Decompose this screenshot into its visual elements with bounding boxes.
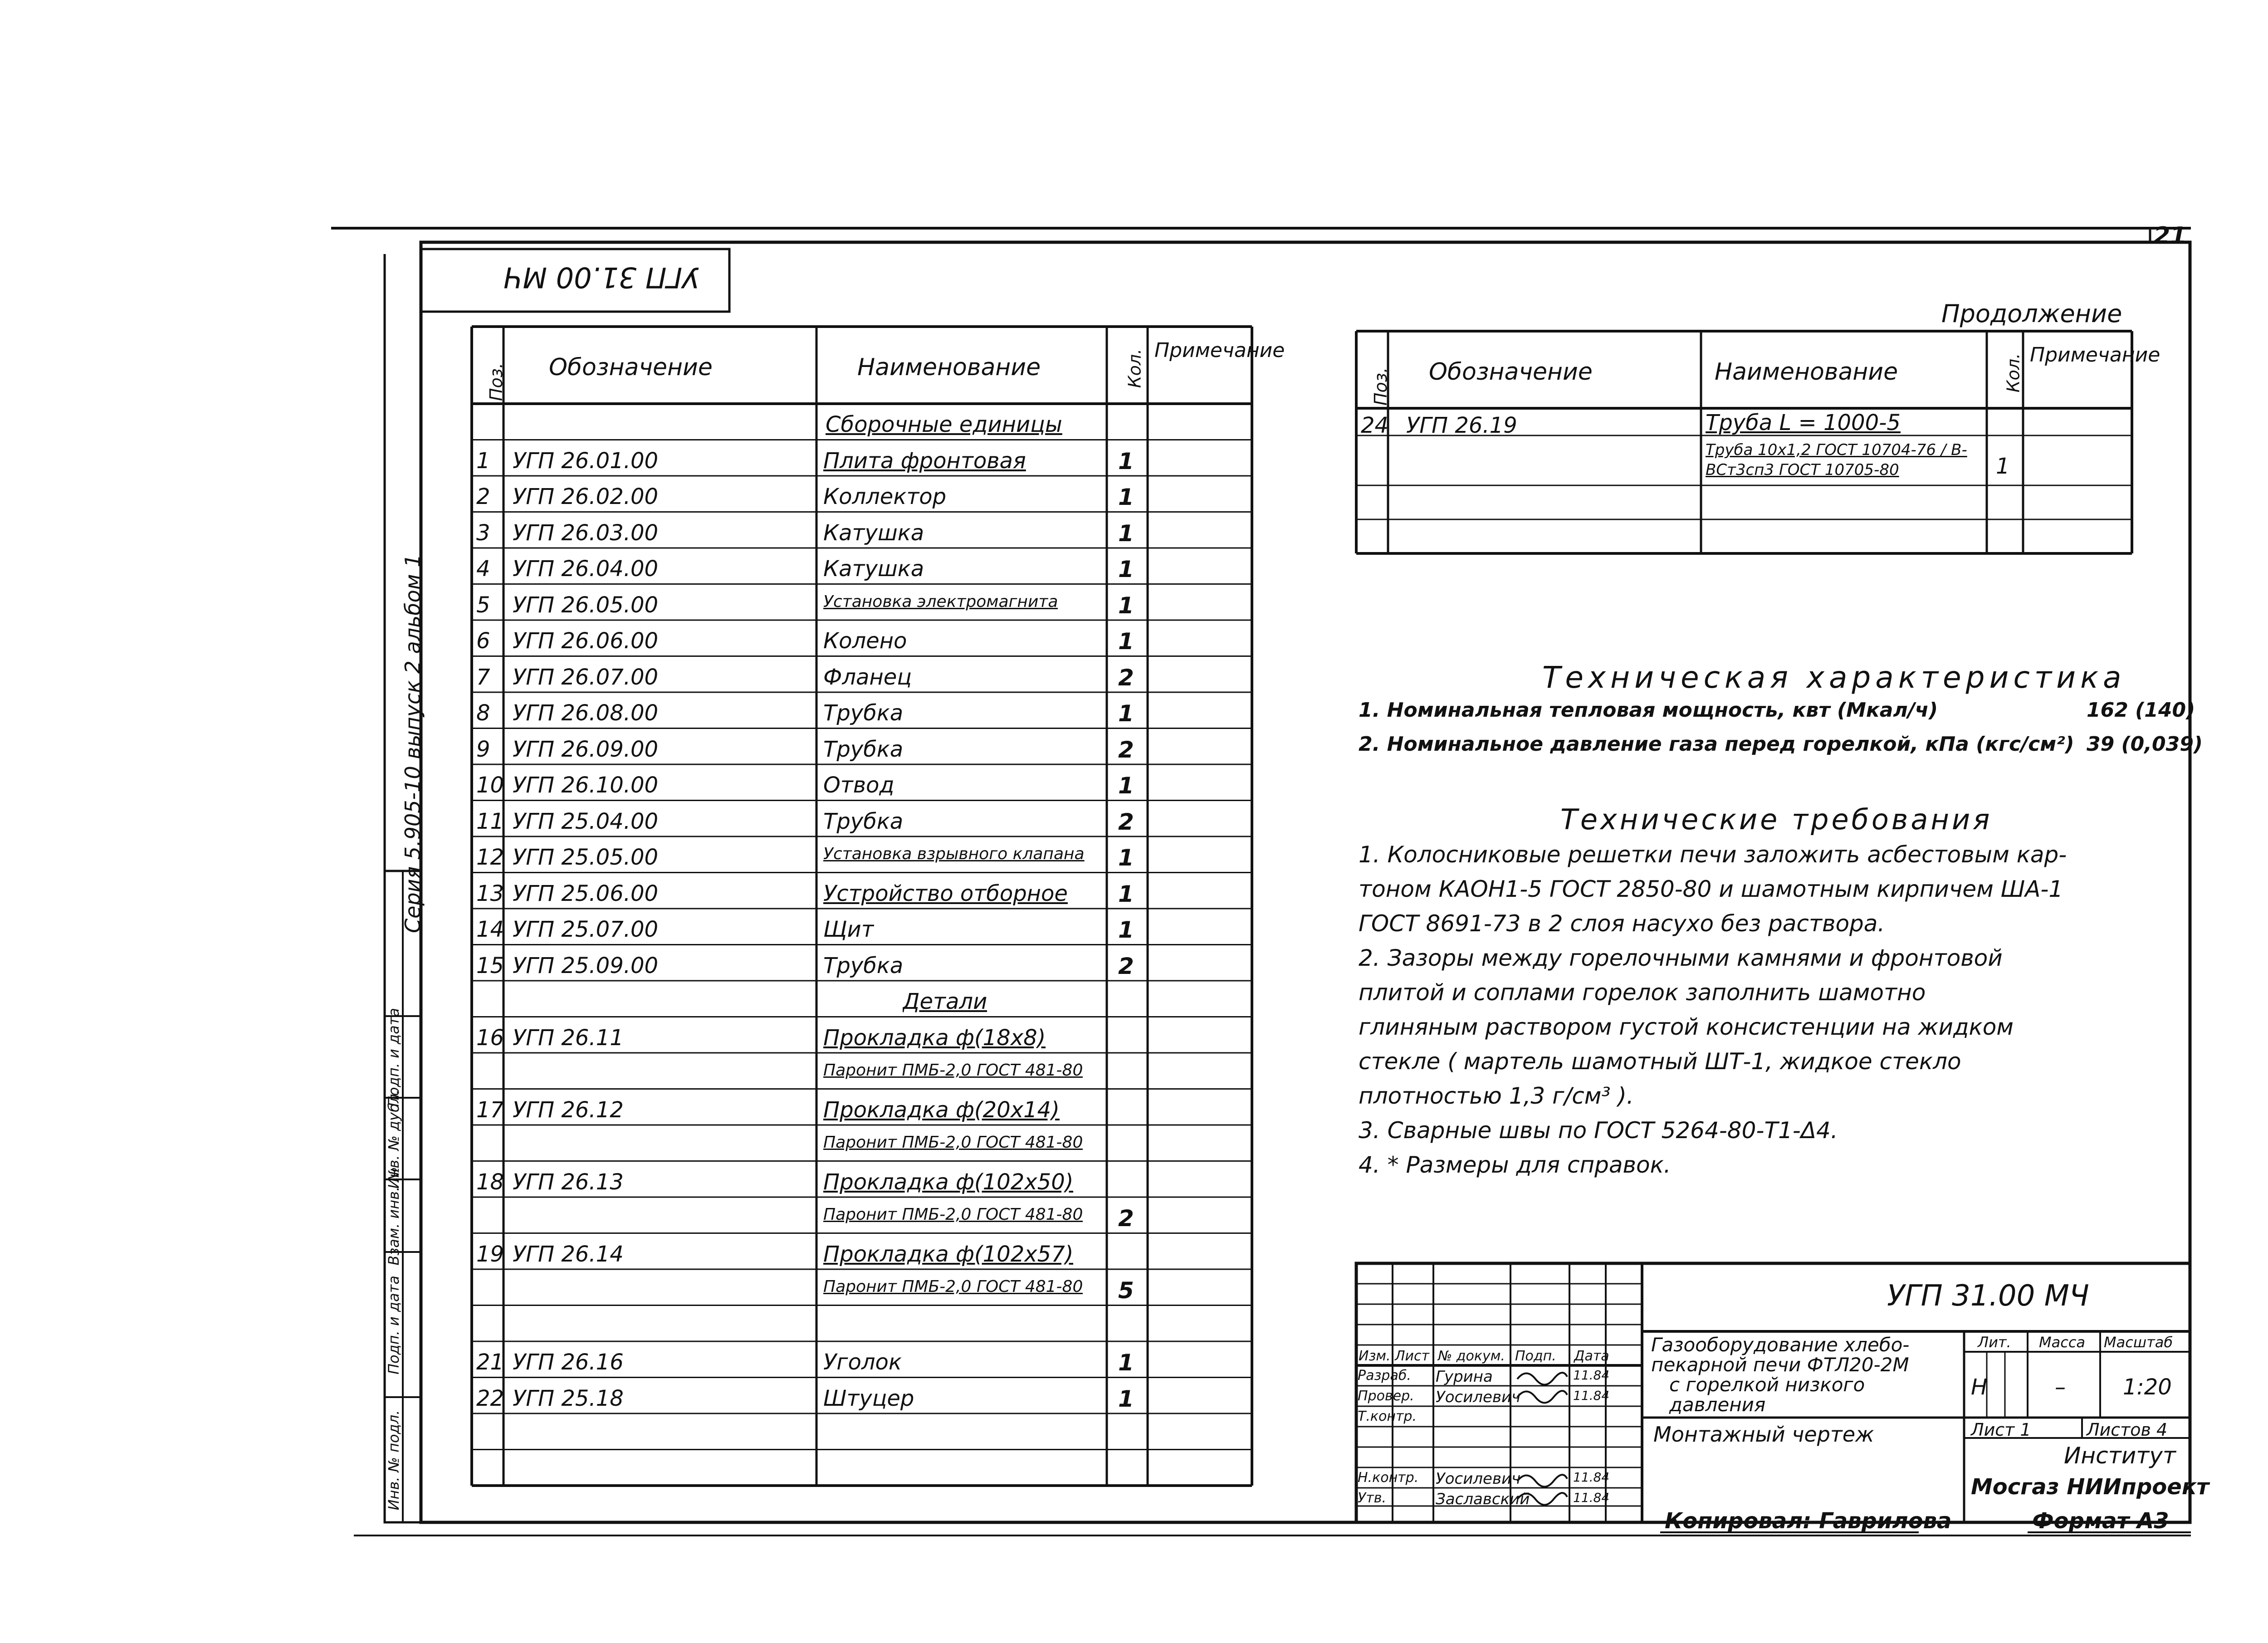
row-designation: УГП 26.03.00 bbox=[513, 520, 659, 546]
tb-sheet: Лист 1 bbox=[1971, 1420, 2031, 1440]
row-pos: 18 bbox=[476, 1169, 504, 1195]
row-name: Колено bbox=[823, 628, 907, 654]
tb-h-podp: Подп. bbox=[1515, 1348, 1556, 1364]
title-line: Газооборудование хлебо- bbox=[1651, 1334, 1910, 1356]
header-designation: Обозначение bbox=[1429, 358, 1593, 386]
tech-req-line: 1. Колосниковые решетки печи заложить асбестовым кар- bbox=[1359, 841, 2067, 868]
row-name: Трубка bbox=[823, 700, 904, 726]
row-qty: 1 bbox=[1118, 484, 1134, 510]
header-name: Наименование bbox=[857, 354, 1041, 381]
side-strip-label: Инв. № дубл. bbox=[385, 1089, 402, 1189]
row-designation: УГП 26.11 bbox=[513, 1025, 624, 1051]
row-designation: УГП 25.18 bbox=[513, 1385, 624, 1411]
row-qty: 1 bbox=[1118, 880, 1134, 907]
row-qty: 2 bbox=[1118, 1205, 1134, 1232]
row-pos: 17 bbox=[476, 1097, 504, 1123]
row-pos: 19 bbox=[476, 1241, 504, 1267]
row-qty: 1 bbox=[1996, 454, 2010, 479]
header-note: Примечание bbox=[2030, 343, 2160, 367]
row-name: Прокладка ф(18х8) bbox=[823, 1025, 1046, 1051]
role-name: Уосилевич bbox=[1436, 1388, 1521, 1406]
row-name: Плита фронтовая bbox=[823, 448, 1026, 474]
row-pos: 1 bbox=[476, 448, 490, 474]
row-name: Штуцер bbox=[823, 1385, 914, 1411]
row-pos: 21 bbox=[476, 1350, 504, 1375]
row-name: Паронит ПМБ-2,0 ГОСТ 481-80 bbox=[823, 1133, 1083, 1152]
row-designation: УГП 26.01.00 bbox=[513, 448, 659, 474]
row-pos: 13 bbox=[476, 880, 504, 906]
header-note: Примечание bbox=[1154, 339, 1285, 362]
row-designation: УГП 26.07.00 bbox=[513, 664, 659, 690]
row-name: Катушка bbox=[823, 520, 924, 546]
row-name: Сборочные единицы bbox=[826, 412, 1062, 437]
row-designation: УГП 26.19 bbox=[1406, 413, 1517, 438]
tech-char-title: Техническая характеристика bbox=[1542, 660, 2126, 695]
role-date: 11.84 bbox=[1573, 1470, 1610, 1485]
tb-h-data: Дата bbox=[1574, 1348, 1609, 1364]
header-qty: Кол. bbox=[2003, 353, 2024, 393]
tech-req-line: глиняным раствором густой консистенции на жидком bbox=[1359, 1014, 2014, 1040]
row-name: Трубка bbox=[823, 953, 904, 978]
row-designation: УГП 25.05.00 bbox=[513, 845, 659, 870]
tech-req-line: 3. Сварные швы по ГОСТ 5264-80-Т1-Δ4. bbox=[1359, 1117, 1838, 1144]
row-qty: 1 bbox=[1118, 448, 1134, 474]
row-name: Трубка bbox=[823, 808, 904, 834]
header-designation: Обозначение bbox=[549, 354, 713, 381]
row-pos: 8 bbox=[476, 700, 490, 726]
row-designation: УГП 26.05.00 bbox=[513, 592, 659, 618]
row-designation: УГП 26.06.00 bbox=[513, 628, 659, 654]
row-name: Коллектор bbox=[823, 484, 947, 509]
stamp-code-inverted: УГП 31.00 МЧ bbox=[503, 261, 699, 294]
row-name: Установка взрывного клапана bbox=[823, 845, 1085, 863]
role-label: Разраб. bbox=[1358, 1368, 1411, 1384]
row-designation: УГП 25.06.00 bbox=[513, 880, 659, 906]
tech-char-value: 39 (0,039) bbox=[2087, 733, 2203, 756]
row-qty: 1 bbox=[1118, 520, 1134, 547]
role-label: Т.контр. bbox=[1358, 1408, 1417, 1424]
row-designation: УГП 26.08.00 bbox=[513, 700, 659, 726]
sheet-number: 21 bbox=[2154, 222, 2187, 249]
row-pos: 7 bbox=[476, 664, 490, 690]
format-label: Формат А3 bbox=[2032, 1508, 2169, 1534]
row-name: Прокладка ф(102х57) bbox=[823, 1241, 1074, 1267]
tb-mass-value: – bbox=[2055, 1374, 2066, 1400]
row-designation: УГП 26.10.00 bbox=[513, 773, 659, 798]
row-qty: 2 bbox=[1118, 664, 1134, 691]
row-name: Уголок bbox=[823, 1350, 902, 1375]
row-qty: 5 bbox=[1118, 1277, 1134, 1304]
row-qty: 2 bbox=[1118, 736, 1134, 763]
row-name: Фланец bbox=[823, 664, 912, 690]
continuation-label: Продолжение bbox=[1941, 299, 2122, 328]
row-pos: 6 bbox=[476, 628, 490, 654]
row-pos: 4 bbox=[476, 556, 490, 582]
role-label: Утв. bbox=[1358, 1490, 1386, 1506]
tb-institute-2: Мосгаз НИИпроект bbox=[1971, 1474, 2209, 1500]
side-strip-label: Взам. инв. № bbox=[385, 1167, 402, 1266]
row-pos: 14 bbox=[476, 917, 504, 942]
row-name: Прокладка ф(20х14) bbox=[823, 1097, 1060, 1123]
row-name: Труба 10х1,2 ГОСТ 10704-76 / В-ВСт3сп3 ГОСТ 10705-80 bbox=[1706, 441, 1967, 479]
copied-by: Копировал: Гаврилова bbox=[1665, 1508, 1952, 1534]
row-pos: 16 bbox=[476, 1025, 504, 1051]
tech-req-title: Технические требования bbox=[1560, 803, 1993, 836]
title-block-doc-code: УГП 31.00 МЧ bbox=[1887, 1279, 2089, 1313]
row-pos: 3 bbox=[476, 520, 490, 546]
row-name: Устройство отборное bbox=[823, 880, 1068, 906]
role-name: Гурина bbox=[1436, 1368, 1493, 1386]
row-pos: 5 bbox=[476, 592, 490, 618]
role-name: Уосилевич bbox=[1436, 1470, 1521, 1488]
row-name: Отвод bbox=[823, 773, 894, 798]
header-pos: Поз. bbox=[486, 362, 507, 401]
tb-header-mass: Масса bbox=[2039, 1334, 2086, 1351]
tb-h-ndoc: № докум. bbox=[1438, 1348, 1505, 1364]
tech-req-line: плотностью 1,3 г/см³ ). bbox=[1359, 1083, 1634, 1109]
role-label: Провер. bbox=[1358, 1388, 1414, 1404]
role-date: 11.84 bbox=[1573, 1490, 1610, 1505]
row-pos: 9 bbox=[476, 736, 490, 762]
title-line: давления bbox=[1669, 1394, 1766, 1416]
row-qty: 2 bbox=[1118, 953, 1134, 979]
row-name: Щит bbox=[823, 917, 874, 942]
row-qty: 1 bbox=[1118, 1350, 1134, 1376]
role-label: Н.контр. bbox=[1358, 1470, 1419, 1486]
tech-req-line: плитой и соплами горелок заполнить шамотно bbox=[1359, 979, 1926, 1006]
row-pos: 12 bbox=[476, 845, 504, 870]
row-designation: УГП 26.09.00 bbox=[513, 736, 659, 762]
tech-char-text: 1. Номинальная тепловая мощность, квт (Мкал/ч) bbox=[1359, 699, 1938, 722]
title-block-drawing-type: Монтажный чертеж bbox=[1653, 1422, 1874, 1447]
row-pos: 11 bbox=[476, 808, 504, 834]
role-name: Заславский bbox=[1436, 1490, 1530, 1508]
row-name: Паронит ПМБ-2,0 ГОСТ 481-80 bbox=[823, 1061, 1083, 1080]
tb-h-izm: Изм. bbox=[1359, 1348, 1391, 1364]
side-strip-label: Подп. и дата bbox=[385, 1008, 402, 1107]
row-qty: 1 bbox=[1118, 628, 1134, 655]
row-designation: УГП 26.02.00 bbox=[513, 484, 659, 509]
tech-char-text: 2. Номинальное давление газа перед горелкой, кПа (кгс/см²) bbox=[1359, 733, 2074, 756]
series-side-label: Серия 5.905-10 выпуск 2 альбом 1 bbox=[401, 554, 425, 933]
row-pos: 24 bbox=[1361, 413, 1389, 438]
role-date: 11.84 bbox=[1573, 1388, 1610, 1403]
row-qty: 1 bbox=[1118, 1385, 1134, 1412]
row-pos: 2 bbox=[476, 484, 490, 509]
row-qty: 1 bbox=[1118, 556, 1134, 582]
row-name: Установка электромагнита bbox=[823, 592, 1058, 611]
tech-req-line: 2. Зазоры между горелочными камнями и фронтовой bbox=[1359, 945, 2003, 971]
tb-lit-value: Н bbox=[1971, 1374, 1988, 1400]
side-strip-label: Подп. и дата bbox=[385, 1276, 402, 1374]
row-pos: 22 bbox=[476, 1385, 504, 1411]
row-designation: УГП 26.12 bbox=[513, 1097, 624, 1123]
tech-req-line: ГОСТ 8691-73 в 2 слоя насухо без раствора. bbox=[1359, 910, 1885, 937]
row-qty: 1 bbox=[1118, 773, 1134, 799]
row-designation: УГП 26.14 bbox=[513, 1241, 624, 1267]
row-name: Катушка bbox=[823, 556, 924, 582]
row-qty: 1 bbox=[1118, 592, 1134, 619]
tb-h-list: Лист bbox=[1395, 1348, 1430, 1364]
row-name: Паронит ПМБ-2,0 ГОСТ 481-80 bbox=[823, 1277, 1083, 1296]
tb-header-scale: Масштаб bbox=[2104, 1334, 2173, 1351]
tb-institute-1: Институт bbox=[2064, 1443, 2176, 1469]
header-name: Наименование bbox=[1715, 358, 1898, 386]
header-qty: Кол. bbox=[1124, 348, 1145, 388]
row-name: Паронит ПМБ-2,0 ГОСТ 481-80 bbox=[823, 1205, 1083, 1224]
title-line: с горелкой низкого bbox=[1669, 1374, 1865, 1396]
row-qty: 1 bbox=[1118, 700, 1134, 727]
tech-char-value: 162 (140) bbox=[2087, 699, 2195, 722]
side-strip-label: Инв. № подл. bbox=[385, 1410, 402, 1511]
row-name: Трубка bbox=[823, 736, 904, 762]
row-designation: УГП 25.07.00 bbox=[513, 917, 659, 942]
row-qty: 2 bbox=[1118, 808, 1134, 835]
row-pos: 15 bbox=[476, 953, 504, 978]
row-designation: УГП 25.04.00 bbox=[513, 808, 659, 834]
row-designation: УГП 26.16 bbox=[513, 1350, 624, 1375]
row-name: Прокладка ф(102х50) bbox=[823, 1169, 1074, 1195]
header-pos: Поз. bbox=[1371, 367, 1391, 406]
tech-req-line: 4. * Размеры для справок. bbox=[1359, 1152, 1671, 1178]
tech-req-line: тоном КАОН1-5 ГОСТ 2850-80 и шамотным кирпичем ША-1 bbox=[1359, 876, 2063, 902]
row-qty: 1 bbox=[1118, 917, 1134, 943]
tech-req-line: стекле ( мартель шамотный ШТ-1, жидкое стекло bbox=[1359, 1048, 1961, 1075]
role-date: 11.84 bbox=[1573, 1368, 1610, 1383]
row-designation: УГП 26.04.00 bbox=[513, 556, 659, 582]
row-name: Детали bbox=[903, 989, 987, 1014]
tb-sheets: Листов 4 bbox=[2087, 1420, 2168, 1440]
tb-header-lit: Лит. bbox=[1978, 1334, 2011, 1351]
row-designation: УГП 26.13 bbox=[513, 1169, 624, 1195]
row-name: Труба L = 1000-5 bbox=[1706, 410, 1901, 435]
row-pos: 10 bbox=[476, 773, 504, 798]
tb-scale-value: 1:20 bbox=[2123, 1374, 2172, 1400]
row-designation: УГП 25.09.00 bbox=[513, 953, 659, 978]
title-line: пекарной печи ФТЛ20-2М bbox=[1651, 1354, 1909, 1376]
row-qty: 1 bbox=[1118, 845, 1134, 871]
